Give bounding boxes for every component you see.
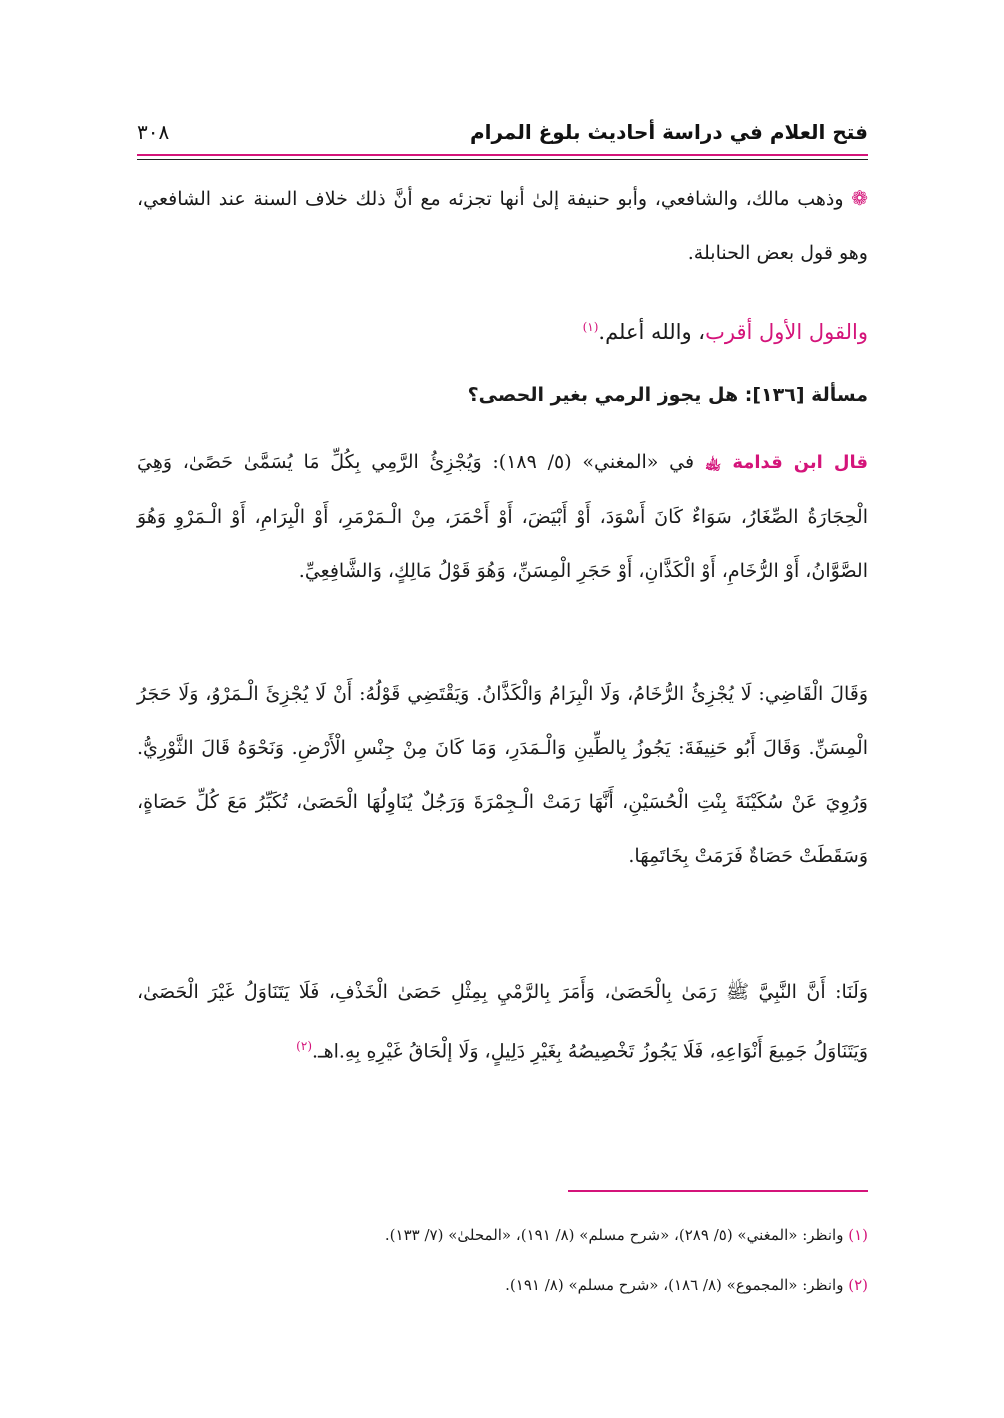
running-title: فتح العلام في دراسة أحاديث بلوغ المرام [469, 120, 868, 144]
tarjih-highlight: والقول الأول أقرب [705, 320, 868, 344]
question-text: مسألة [١٣٦]: هل يجوز الرمي بغير الحصى؟ [467, 384, 868, 406]
header-rule-pink [137, 154, 868, 156]
page-header [137, 118, 868, 154]
quote-text: وَلَنَا: أَنَّ النَّبِيَّ ﷺ رَمَىٰ بِالْحَصَىٰ، وَأَمَرَ بِالرَّمْيِ بِمِثْلِ حَصَىٰ الْخَذْفِ، فَلَا يَتَنَاوَلُ غَيْرَ الْحَصَىٰ، وَيَتَنَاوَلُ جَمِيعَ أَنْوَاعِهِ، فَلَا يَجُوزُ تَخْصِيصُهُ بِغَيْرِ دَلِيلٍ، وَلَا إلْحَاقُ غَيْرِهِ بِهِ.اهـ. [137, 981, 868, 1063]
paragraph-qadi [137, 667, 868, 883]
footnote-ref[interactable]: (١) [582, 320, 599, 334]
question-heading [137, 375, 868, 415]
footnote-text: وانظر: «المجموع» (٨/ ١٨٦)، «شرح مسلم» (٨/ ١٩١). [505, 1276, 849, 1294]
paragraph-ibn-qudama [137, 435, 868, 598]
footnote-separator [568, 1190, 868, 1192]
footnote-number: (٢) [848, 1276, 868, 1294]
header-rule-black [137, 159, 868, 160]
footnote-1 [137, 1222, 868, 1248]
paragraph-text: وذهب مالك، والشافعي، وأبو حنيفة إلىٰ أنها تجزئه مع أنَّ ذلك خلاف السنة عند الشافعي، وهو قول بعض الحنابلة. [137, 188, 868, 264]
paragraph-tarjih [137, 300, 868, 359]
quote-text: وَقَالَ الْقَاضِي: لَا يُجْزِئُ الرُّخَامُ، وَلَا الْبِرَامُ وَالْكَذَّانُ. وَيَقْتَضِي قَوْلُهُ: أَنْ لَا يُجْزِئَ الْـمَرْوُ، وَلَا حَجَرُ الْمِسَنِّ. وَقَالَ أَبُو حَنِيفَةَ: يَجُوزُ بِالطِّينِ وَالْـمَدَرِ، وَمَا كَانَ مِنْ جِنْسِ الْأَرْضِ. وَنَحْوَهُ قَالَ الثَّوْرِيُّ. وَرُوِيَ عَنْ سُكَيْنَةَ بِنْتِ الْحُسَيْنِ، أَنَّهَا رَمَتْ الْـجِمْرَةَ وَرَجُلٌ يُنَاوِلُهَا الْحَصَىٰ، تُكَبِّرُ مَعَ كُلِّ حَصَاةٍ، وَسَقَطَتْ حَصَاةٌ فَرَمَتْ بِخَاتَمِهَا. [137, 683, 868, 867]
speaker-name: قال ابن قدامة ﵀ [704, 452, 869, 473]
page-number: ٣٠٨ [137, 120, 170, 144]
paragraph-evidence [137, 965, 868, 1078]
tarjih-text: ، والله أعلم. [598, 320, 706, 344]
flower-icon: ❁ [851, 186, 868, 210]
paragraph-madhahib [137, 171, 868, 280]
footnote-number: (١) [848, 1226, 868, 1244]
footnote-2 [137, 1272, 868, 1298]
footnote-ref[interactable]: (٢) [296, 1039, 312, 1053]
quote-text: في «المغني» (٥/ ١٨٩): وَيُجْزِئُ الرَّمِي بِكُلِّ مَا يُسَمَّىٰ حَصًىٰ، وَهِيَ الْحِجَارَةُ الصِّغَارُ، سَوَاءٌ كَانَ أَسْوَدَ، أَوْ أَبْيَضَ، أَوْ أَحْمَرَ، مِنْ الْـمَرْمَرِ، أَوْ الْبِرَامِ، أَوْ الْـمَرْوِ وَهُوَ الصَّوَّانُ، أَوْ الرُّخَامِ، أَوْ الْكَذَّانِ، أَوْ حَجَرِ الْمِسَنِّ، وَهُوَ قَوْلُ مَالِكٍ، وَالشَّافِعِيِّ. [137, 451, 868, 582]
footnote-text: وانظر: «المغني» (٥/ ٢٨٩)، «شرح مسلم» (٨/ ١٩١)، «المحلىٰ» (٧/ ١٣٣). [384, 1226, 849, 1244]
